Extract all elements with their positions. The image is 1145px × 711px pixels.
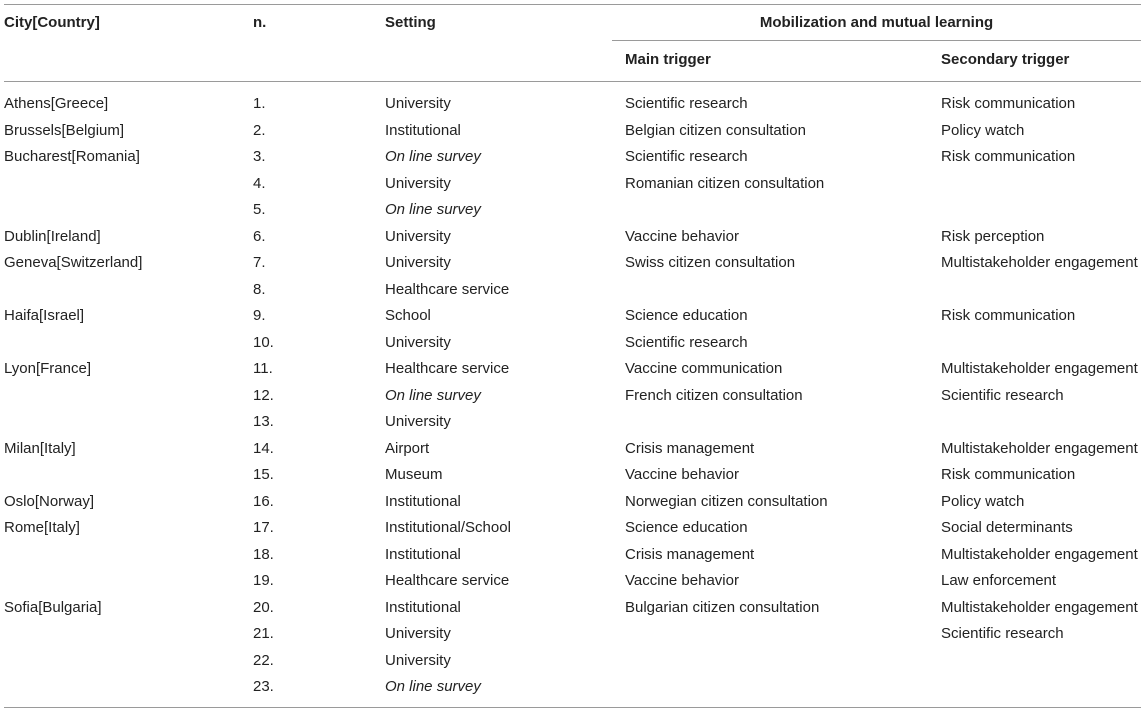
cell-secondary-trigger: Multistakeholder engagement xyxy=(941,546,1138,563)
cell-n: 7. xyxy=(253,254,266,271)
cell-main-trigger: Scientific research xyxy=(625,95,748,112)
cell-setting: University xyxy=(385,413,451,430)
cell-secondary-trigger: Scientific research xyxy=(941,387,1064,404)
header-city: City[Country] xyxy=(4,14,100,31)
cell-secondary-trigger: Policy watch xyxy=(941,122,1025,139)
cell-n: 16. xyxy=(253,493,274,510)
header-n: n. xyxy=(253,14,267,31)
cell-city: Haifa[Israel] xyxy=(4,307,85,324)
table-bottom-rule xyxy=(4,707,1141,708)
header-rule xyxy=(4,81,1141,82)
header-group: Mobilization and mutual learning xyxy=(759,14,994,31)
cell-secondary-trigger: Law enforcement xyxy=(941,572,1057,589)
cell-n: 12. xyxy=(253,387,274,404)
cell-city: Milan[Italy] xyxy=(4,440,76,457)
cell-city: Rome[Italy] xyxy=(4,519,80,536)
cell-setting: Institutional xyxy=(385,493,461,510)
cell-secondary-trigger: Social determinants xyxy=(941,519,1073,536)
cell-secondary-trigger: Risk communication xyxy=(941,466,1076,483)
cell-n: 5. xyxy=(253,201,266,218)
cell-main-trigger: Crisis management xyxy=(625,546,755,563)
cell-n: 22. xyxy=(253,652,274,669)
cell-main-trigger: Belgian citizen consultation xyxy=(625,122,806,139)
cell-n: 10. xyxy=(253,334,274,351)
cell-n: 15. xyxy=(253,466,274,483)
cell-setting: School xyxy=(385,307,431,324)
cell-city: Geneva[Switzerland] xyxy=(4,254,143,271)
cell-n: 11. xyxy=(253,360,273,377)
cell-main-trigger: Crisis management xyxy=(625,440,755,457)
cell-setting: On line survey xyxy=(385,201,481,218)
cell-setting: Institutional xyxy=(385,599,461,616)
cell-city: Sofia[Bulgaria] xyxy=(4,599,102,616)
cell-setting: On line survey xyxy=(385,148,481,165)
cell-setting: University xyxy=(385,254,451,271)
cell-main-trigger: Bulgarian citizen consultation xyxy=(625,599,820,616)
cell-n: 6. xyxy=(253,228,266,245)
cell-setting: On line survey xyxy=(385,387,481,404)
cell-main-trigger: Science education xyxy=(625,307,748,324)
cell-city: Brussels[Belgium] xyxy=(4,122,125,139)
cell-n: 14. xyxy=(253,440,274,457)
cell-n: 19. xyxy=(253,572,274,589)
cell-secondary-trigger: Multistakeholder engagement xyxy=(941,254,1138,271)
cell-n: 1. xyxy=(253,95,266,112)
cell-main-trigger: Vaccine behavior xyxy=(625,466,739,483)
cell-city: Bucharest[Romania] xyxy=(4,148,140,165)
cell-main-trigger: Vaccine communication xyxy=(625,360,783,377)
cell-n: 4. xyxy=(253,175,266,192)
cell-setting: Institutional xyxy=(385,122,461,139)
cell-main-trigger: Norwegian citizen consultation xyxy=(625,493,828,510)
cell-n: 13. xyxy=(253,413,274,430)
cell-setting: Institutional xyxy=(385,546,461,563)
cell-setting: University xyxy=(385,175,451,192)
cell-city: Dublin[Ireland] xyxy=(4,228,101,245)
cell-setting: Healthcare service xyxy=(385,572,510,589)
header-setting: Setting xyxy=(385,14,436,31)
cell-secondary-trigger: Multistakeholder engagement xyxy=(941,599,1138,616)
cell-n: 9. xyxy=(253,307,266,324)
cell-secondary-trigger: Risk communication xyxy=(941,95,1076,112)
cell-setting: Airport xyxy=(385,440,430,457)
cell-secondary-trigger: Risk perception xyxy=(941,228,1045,245)
cell-city: Athens[Greece] xyxy=(4,95,109,112)
cell-main-trigger: Scientific research xyxy=(625,148,748,165)
cell-main-trigger: Vaccine behavior xyxy=(625,572,739,589)
cell-secondary-trigger: Risk communication xyxy=(941,307,1076,324)
group-header-rule xyxy=(612,40,1141,41)
cell-n: 20. xyxy=(253,599,274,616)
cell-setting: University xyxy=(385,652,451,669)
cell-setting: University xyxy=(385,228,451,245)
cell-n: 2. xyxy=(253,122,266,139)
cell-n: 23. xyxy=(253,678,274,695)
cell-main-trigger: Vaccine behavior xyxy=(625,228,739,245)
cell-setting: On line survey xyxy=(385,678,481,695)
cell-setting: Healthcare service xyxy=(385,281,510,298)
cell-n: 21. xyxy=(253,625,274,642)
cell-secondary-trigger: Policy watch xyxy=(941,493,1025,510)
header-main-trigger: Main trigger xyxy=(625,51,711,68)
cell-main-trigger: French citizen consultation xyxy=(625,387,803,404)
cell-main-trigger: Romanian citizen consultation xyxy=(625,175,825,192)
header-secondary-trigger: Secondary trigger xyxy=(941,51,1070,68)
cell-secondary-trigger: Risk communication xyxy=(941,148,1076,165)
cell-setting: University xyxy=(385,625,451,642)
cell-secondary-trigger: Scientific research xyxy=(941,625,1064,642)
cell-setting: Institutional/School xyxy=(385,519,511,536)
cell-n: 17. xyxy=(253,519,274,536)
cell-secondary-trigger: Multistakeholder engagement xyxy=(941,440,1138,457)
cell-main-trigger: Science education xyxy=(625,519,748,536)
cell-setting: Healthcare service xyxy=(385,360,510,377)
cell-city: Lyon[France] xyxy=(4,360,91,377)
cell-n: 8. xyxy=(253,281,266,298)
cell-main-trigger: Scientific research xyxy=(625,334,748,351)
cell-city: Oslo[Norway] xyxy=(4,493,95,510)
cell-secondary-trigger: Multistakeholder engagement xyxy=(941,360,1138,377)
cell-main-trigger: Swiss citizen consultation xyxy=(625,254,796,271)
cell-n: 18. xyxy=(253,546,274,563)
cell-n: 3. xyxy=(253,148,266,165)
cell-setting: Museum xyxy=(385,466,443,483)
cell-setting: University xyxy=(385,95,451,112)
table-top-rule xyxy=(4,4,1141,5)
cell-setting: University xyxy=(385,334,451,351)
